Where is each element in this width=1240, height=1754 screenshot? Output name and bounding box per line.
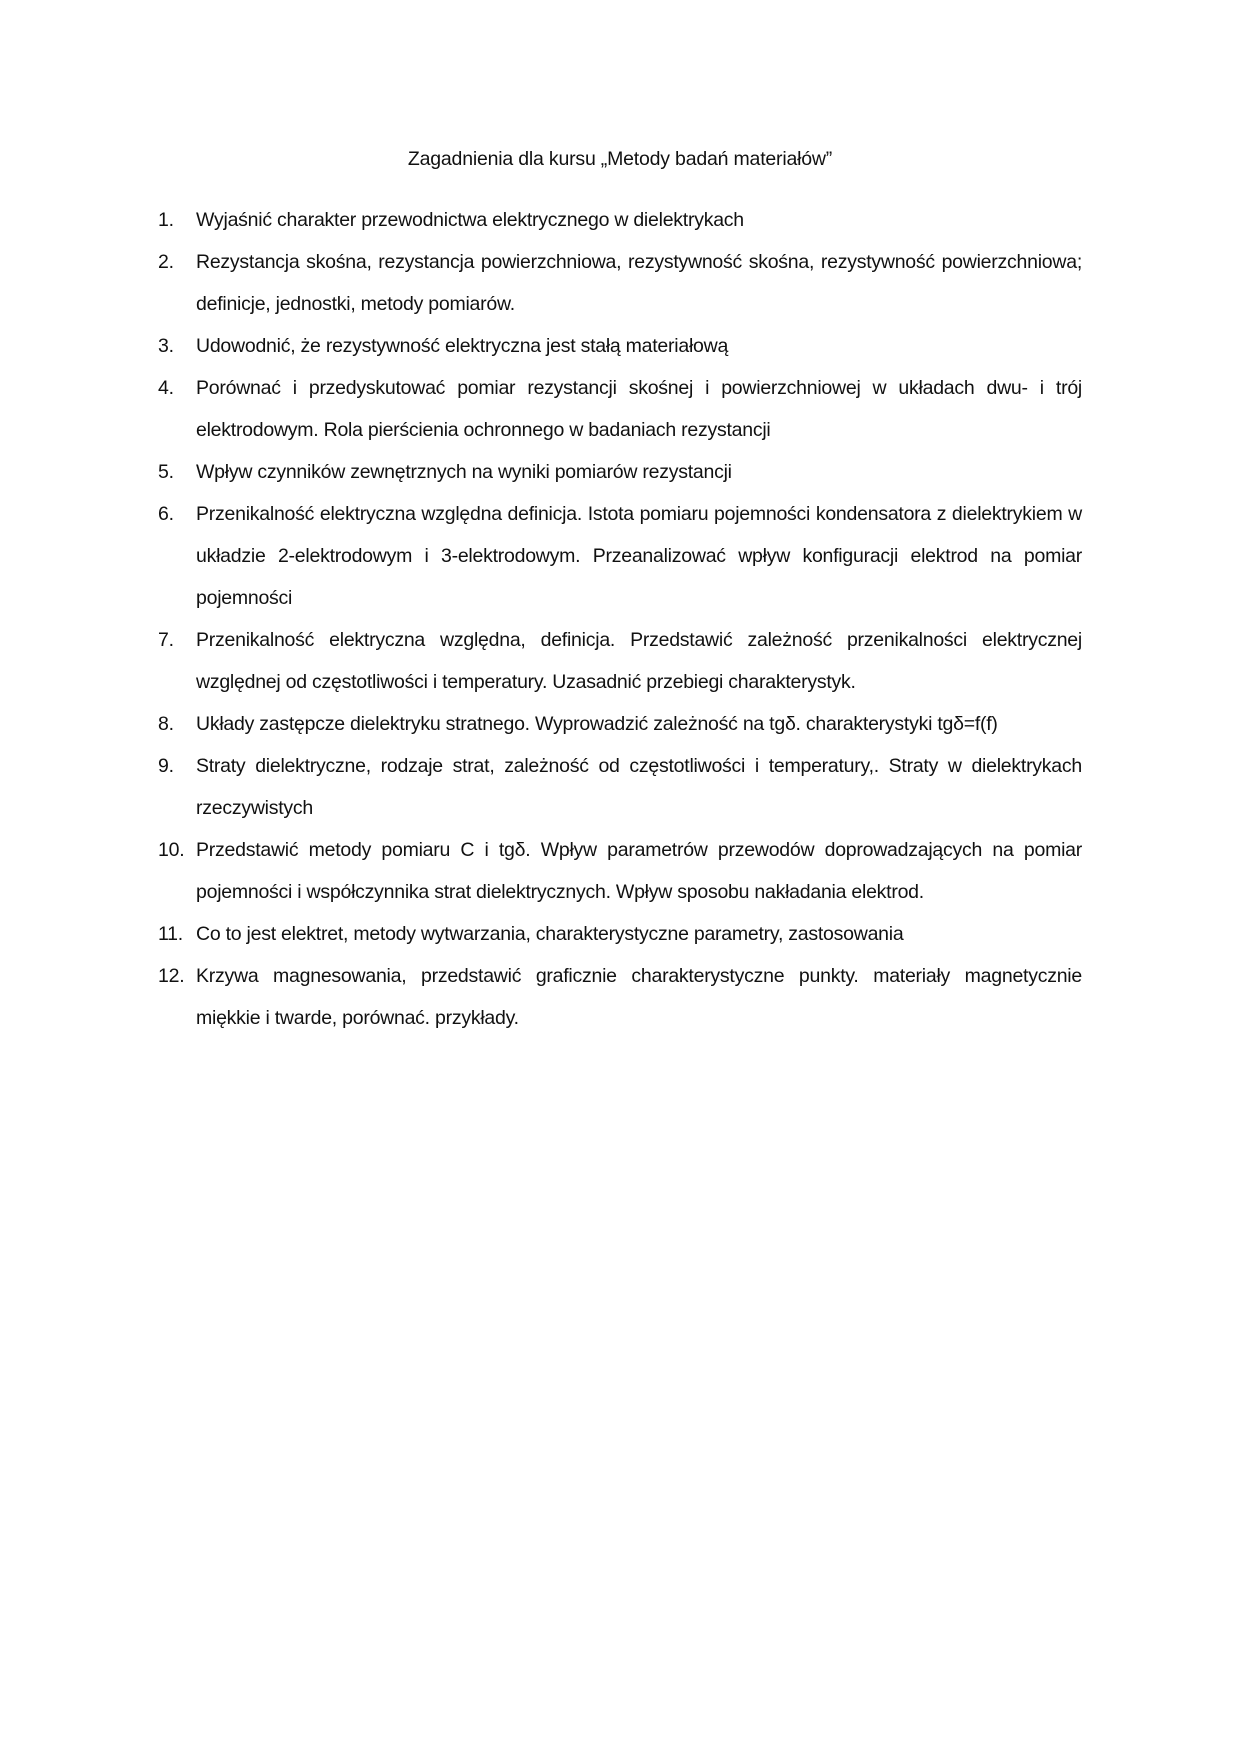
question-item xyxy=(158,955,1082,1039)
question-item xyxy=(158,745,1082,829)
question-text: Co to jest elektret, metody wytwarzania, charakterystyczne parametry, zastosowania xyxy=(196,923,904,945)
question-text: Wpływ czynników zewnętrznych na wyniki pomiarów rezystancji xyxy=(196,461,732,483)
question-number: 9. xyxy=(158,755,174,777)
question-item xyxy=(158,493,1082,619)
question-item xyxy=(158,619,1082,703)
question-text: Rezystancja skośna, rezystancja powierzchniowa, rezystywność skośna, rezystywność powierzchniowa; definicje, jednostki, metody pomiarów. xyxy=(196,251,1082,315)
question-number: 1. xyxy=(158,209,174,231)
question-text: Przedstawić metody pomiaru C i tgδ. Wpływ parametrów przewodów doprowadzających na pomiar pojemności i współczynnika strat dielektrycznych. Wpływ sposobu nakładania elektrod. xyxy=(196,839,1082,903)
question-number: 3. xyxy=(158,335,174,357)
question-item xyxy=(158,703,1082,745)
question-number: 6. xyxy=(158,503,174,525)
question-list xyxy=(158,199,1082,1039)
question-number: 2. xyxy=(158,251,174,273)
question-item xyxy=(158,325,1082,367)
question-text: Krzywa magnesowania, przedstawić graficznie charakterystyczne punkty. materiały magnetycznie miękkie i twarde, porównać. przykłady. xyxy=(196,965,1082,1029)
question-text: Udowodnić, że rezystywność elektryczna jest stałą materiałową xyxy=(196,335,729,357)
question-item xyxy=(158,451,1082,493)
question-item xyxy=(158,829,1082,913)
question-item xyxy=(158,913,1082,955)
question-text: Przenikalność elektryczna względna, definicja. Przedstawić zależność przenikalności elektrycznej względnej od częstotliwości i temperatury. Uzasadnić przebiegi charakterystyk. xyxy=(196,629,1082,693)
question-number: 7. xyxy=(158,629,174,651)
question-text: Porównać i przedyskutować pomiar rezystancji skośnej i powierzchniowej w układach dwu- i trój elektrodowym. Rola pierścienia ochronnego w badaniach rezystancji xyxy=(196,377,1082,441)
question-number: 8. xyxy=(158,713,174,735)
question-item xyxy=(158,241,1082,325)
question-text: Układy zastępcze dielektryku stratnego. Wyprowadzić zależność na tgδ. charakterystyki tgδ=f(f) xyxy=(196,713,998,735)
question-text: Wyjaśnić charakter przewodnictwa elektrycznego w dielektrykach xyxy=(196,209,744,231)
question-number: 12. xyxy=(158,965,185,987)
question-item xyxy=(158,199,1082,241)
question-text: Przenikalność elektryczna względna definicja. Istota pomiaru pojemności kondensatora z dielektrykiem w układzie 2-elektrodowym i 3-elektrodowym. Przeanalizować wpływ konfiguracji elektrod na pomiar pojemności xyxy=(196,503,1082,609)
question-number: 4. xyxy=(158,377,174,399)
question-number: 11. xyxy=(158,923,183,945)
question-number: 10. xyxy=(158,839,185,861)
question-item xyxy=(158,367,1082,451)
question-number: 5. xyxy=(158,461,174,483)
document-title: Zagadnienia dla kursu „Metody badań materiałów” xyxy=(407,148,833,170)
question-text: Straty dielektryczne, rodzaje strat, zależność od częstotliwości i temperatury,. Straty w dielektrykach rzeczywistych xyxy=(196,755,1082,819)
